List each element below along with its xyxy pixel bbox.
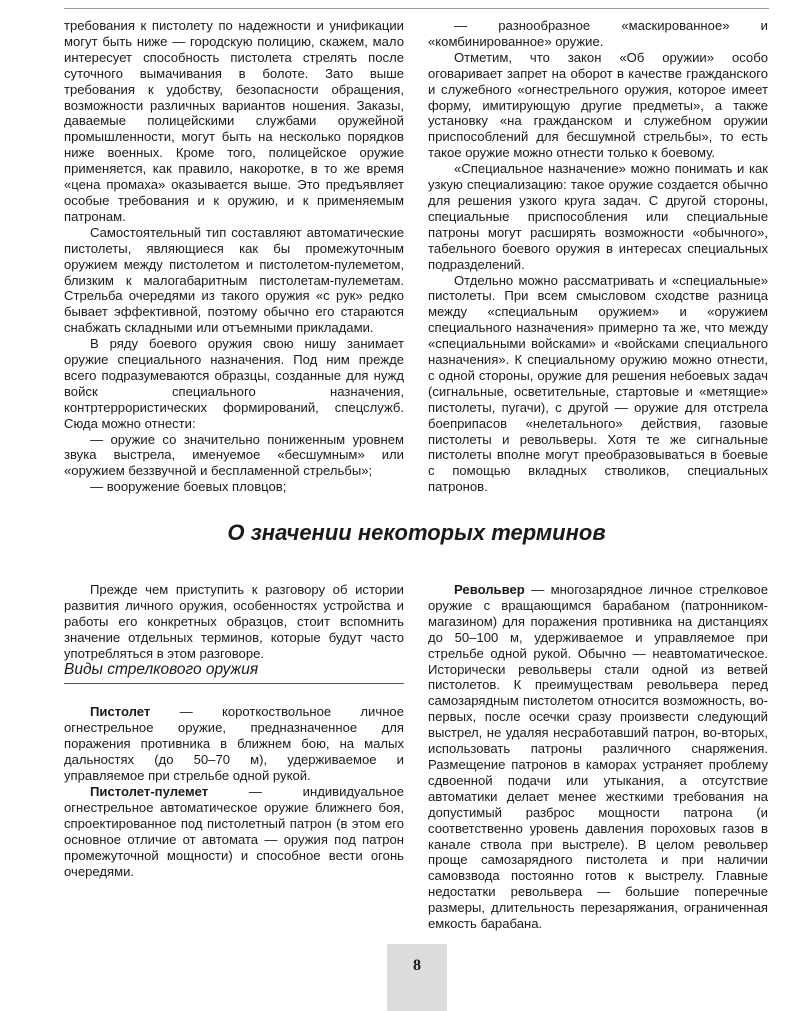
page-number-box	[387, 944, 447, 1011]
definition-revolver	[428, 582, 768, 932]
term-revolver: Револьвер	[454, 582, 525, 597]
term-pistol: Пистолет	[90, 704, 151, 720]
section-title: О значении некоторых терминов	[227, 520, 606, 545]
column-top-left	[64, 18, 404, 495]
paragraph: «Специальное назначение» можно понимать и как узкую специализацию: такое оружие создается обычно для решения узкого круга задач. С другой стороны, специальные приспособления или специальные патроны могут расширять возможности «обычного», табельного боевого оружия в интересах специальных подразделений.	[428, 161, 768, 272]
paragraph: В ряду боевого оружия свою нишу занимает оружие специального назначения. Под ним прежде всего подразумеваются образцы, созданные для нужд войск специального назначения, контртеррористических формирований, спецслужб. Сюда можно отнести:	[64, 336, 404, 431]
subheading: Виды стрелкового оружия	[64, 662, 404, 685]
column-bottom-right	[428, 582, 768, 932]
definition-text: — индивидуальное огнестрельное автоматическое оружие ближнего боя, спроектированное под пистолетный патрон (в этом его основное отличие от автомата — оружия под патрон промежуточной мощности) и способное вести огонь очередями.	[64, 783, 404, 879]
list-item: — вооружение боевых пловцов;	[90, 479, 287, 495]
term-smg: Пистолет-пулемет	[90, 783, 209, 799]
top-rule	[64, 8, 769, 9]
paragraph: требования к пистолету по надежности и унификации могут быть ниже — городскую полицию, скажем, мало интересует способность пистолета стрелять после суточного вымачивания в болоте. Зато выше требования к удобству, безопасности обращения, возможности различных вариантов ношения. Заказы, даваемые полицейскими службами оружейной промышленности, могут быть на несколько порядков ниже военных. Кроме того, полицейское оружие применяется, как правило, накоротке, в то же время «цена промаха» оказывается выше. Это предъявляет особые требования и к оружию, и к применяемым патронам.	[64, 18, 404, 224]
definition-smg	[64, 784, 404, 879]
definition-text: — многозарядное личное стрелковое оружие с вращающимся барабаном (патронником-магазином) для поражения противника на дистанциях до 50–100 м, удерживаемое и управляемое при стрельбе одной рукой. Обычно — неавтоматическое. Исторически револьверы стали одной из ветвей пистолетов. К преимуществам револьвера перед самозарядным пистолетом относится возможность, во-первых, после осечки сразу произвести следующий выстрел, не удаляя несработавший патрон, во-вторых, использовать патроны различного снаряжения. Размещение патронов в каморах устраняет проблему сдвоенной подачи или утыкания, а отсутствие автоматики делает менее жесткими требования на допустимый разброс мощности патрона (и соответственно уровень давления пороховых газов в канале ствола при выстреле). В целом револьвер проще самозарядного пистолета и при наличии самовзвода постоянно готов к выстрелу. Главные недостатки револьвера — большие поперечные размеры, длительность перезаряжания, ограниченная емкость барабана.	[428, 582, 768, 932]
page-number: 8	[413, 957, 421, 974]
paragraph: Отдельно можно рассматривать и «специальные» пистолеты. При всем смысловом сходстве разница между «специальным оружием» и «оружием специального назначения» примерно та же, что между «специальными войсками» и «войсками специального назначения». К специальному оружию можно отнести, с одной стороны, оружие для решения небоевых задач (сигнальные, осветительные, стартовые и «метящие» пистолеты, пугачи), с другой — оружие для отстрела боеприпасов «нелетального» действия, газовые пистолеты и револьверы. Хотя те же сигнальные пистолеты вполне могут преобразовываться в боевые с помощью вкладных стволиков, специальных патронов.	[428, 272, 768, 495]
intro-paragraph: Прежде чем приступить к разговору об истории развития личного оружия, особенностях устройства и работы его конкретных образцов, стоит вспомнить значение отдельных терминов, которые будут часто употребляться в этом разговоре.	[64, 582, 404, 661]
paragraph: Отметим, что закон «Об оружии» особо оговаривает запрет на оборот в качестве гражданского и служебного «огнестрельного оружия, которое имеет форму, имитирующую другие предметы», а также установку «на гражданском и служебном оружии приспособлений для бесшумной стрельбы», то есть такое оружие можно отнести только к боевому.	[428, 49, 768, 161]
list-item: — оружие со значительно пониженным уровнем звука выстрела, именуемое «бесшумным» или «оружием беззвучной и беспламенной стрельбы»;	[64, 431, 404, 479]
definition-pistol	[64, 704, 404, 784]
spacer	[64, 684, 404, 704]
list-item: — разнообразное «маскированное» и «комбинированное» оружие.	[428, 18, 768, 49]
paragraph: Самостоятельный тип составляют автоматические пистолеты, являющиеся как бы промежуточным оружием между пистолетом и пистолетом-пулеметом, близким к малогабаритным пистолетам-пулеметам. Стрельба очередями из такого оружия «с рук» редко бывает эффективной, поэтому обычно его стараются снабжать складными или отъемными прикладами.	[64, 224, 404, 336]
column-top-right	[428, 18, 768, 495]
column-bottom-left	[64, 582, 404, 879]
definition-text: — короткоствольное личное огнестрельное оружие, предназначенное для поражения противника в ближнем бою, на малых дальностях (до 50–70 м), удерживаемое и управляемое при стрельбе одной рукой.	[64, 704, 404, 784]
